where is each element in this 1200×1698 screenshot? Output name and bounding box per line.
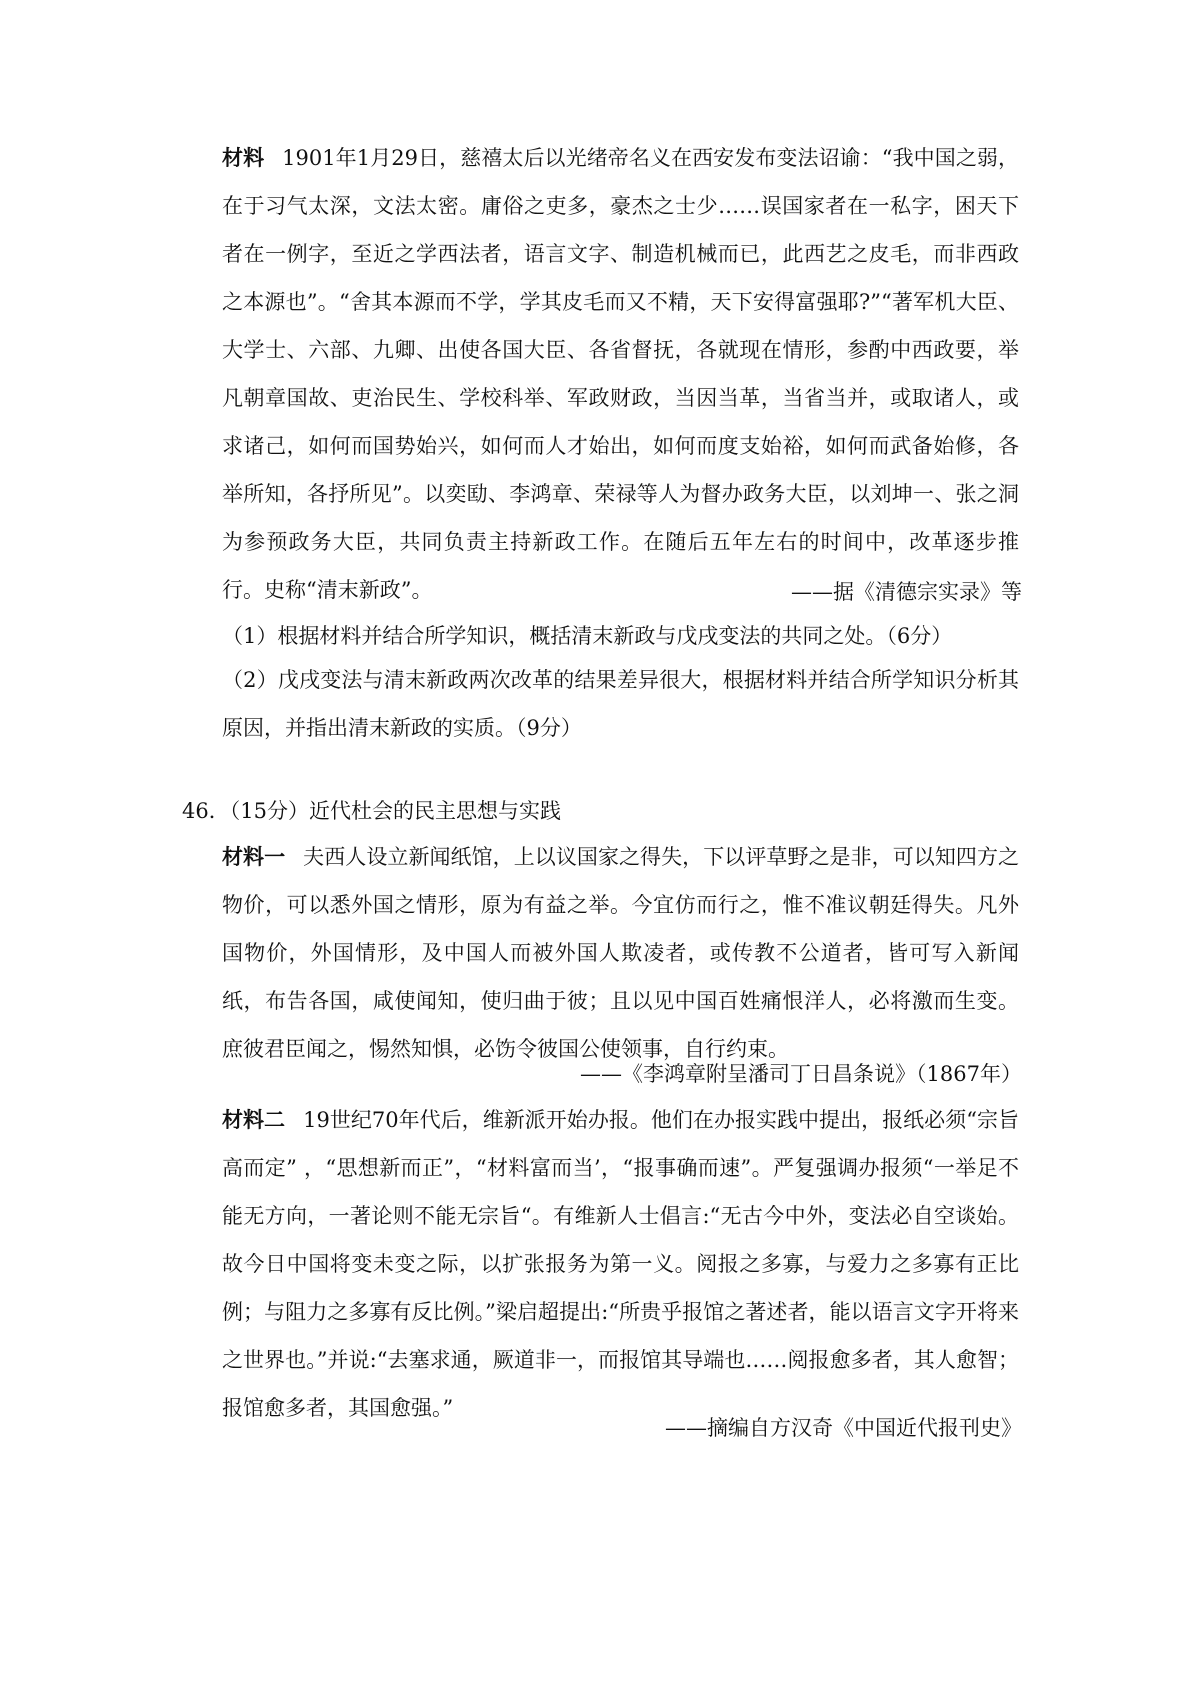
q46-material-1 [222,833,1019,1073]
q45-question-1: （1）根据材料并结合所学知识，概括清末新政与戊戌变法的共同之处。（6分） [222,624,953,648]
q46-material-1-source: ——《李鸿章附呈潘司丁日昌条说》（1867年） [580,1062,1022,1086]
material-label: 材料 [222,146,265,170]
q46-material-2 [222,1096,1019,1432]
material-2-text: 19世纪70年代后，维新派开始办报。他们在办报实践中提出，报纸必须“宗旨高而定” ，“思想新而正”，“材料富而当’，“报事确而速”。严复强调办报须“一举足不能无方向，一著论则不能无宗旨“。有维新人士倡言:“无古今中外，变法必自空谈始。故今日中国将变未变之际，以扩张报务为第一义。阅报之多寡，与爱力之多寡有正比例；与阻力之多寡有反比例。”梁启超提出:“所贵乎报馆之著述者，能以语言文字开将来之世界也。”并说:“去塞求通，厥道非一，而报馆其导端也……阅报愈多者，其人愈智；报馆愈多者，其国愈强。” [222,1108,1019,1420]
q46-material-2-source: ——摘编自方汉奇《中国近代报刊史》 [665,1416,1022,1440]
material-1-text: 夫西人设立新闻纸馆，上以议国家之得失，下以评草野之是非，可以知四方之物价，可以悉外国之情形，原为有益之举。今宜仿而行之，惟不准议朝廷得失。凡外国物价，外国情形，及中国人而被外国人欺凌者，或传教不公道者，皆可写入新闻纸，布告各国，咸使闻知，使归曲于彼；且以见中国百姓痛恨洋人，必将激而生变。庶彼君臣闻之，惕然知惧，必饬令彼国公使领事，自行约束。 [222,845,1020,1061]
q45-material-source: ——据《清德宗实录》等 [791,580,1022,604]
material-text: 1901年1月29日，慈禧太后以光绪帝名义在西安发布变法诏谕：“我中国之弱，在于习气太深，文法太密。庸俗之吏多，豪杰之士少……误国家者在一私字，困天下者在一例字，至近之学西法者，语言文字、制造机械而已，此西艺之皮毛，而非西政之本源也”。“舍其本源而不学，学其皮毛而又不精，天下安得富强耶?”“著军机大臣、大学士、六部、九卿、出使各国大臣、各省督抚，各就现在情形，参酌中西政要，举凡朝章国故、吏治民生、学校科举、军政财政，当因当革，当省当并，或取诸人，或求诸己，如何而国势始兴，如何而人才始出，如何而度支始裕，如何而武备始修，各举所知，各抒所见”。以奕劻、李鸿章、荣禄等人为督办政务大臣，以刘坤一、张之洞为参预政务大臣，共同负责主持新政工作。在随后五年左右的时间中，改革逐步推行。史称“清末新政”。 [222,146,1019,602]
material-1-label: 材料一 [222,845,286,869]
q45-question-2: （2）戊戌变法与清末新政两次改革的结果差异很大，根据材料并结合所学知识分析其原因，并指出清末新政的实质。（9分） [222,668,1019,740]
q46-heading: 46．（15分）近代杜会的民主思想与实践 [182,799,561,823]
q45-material [222,134,1019,614]
material-2-label: 材料二 [222,1108,286,1132]
